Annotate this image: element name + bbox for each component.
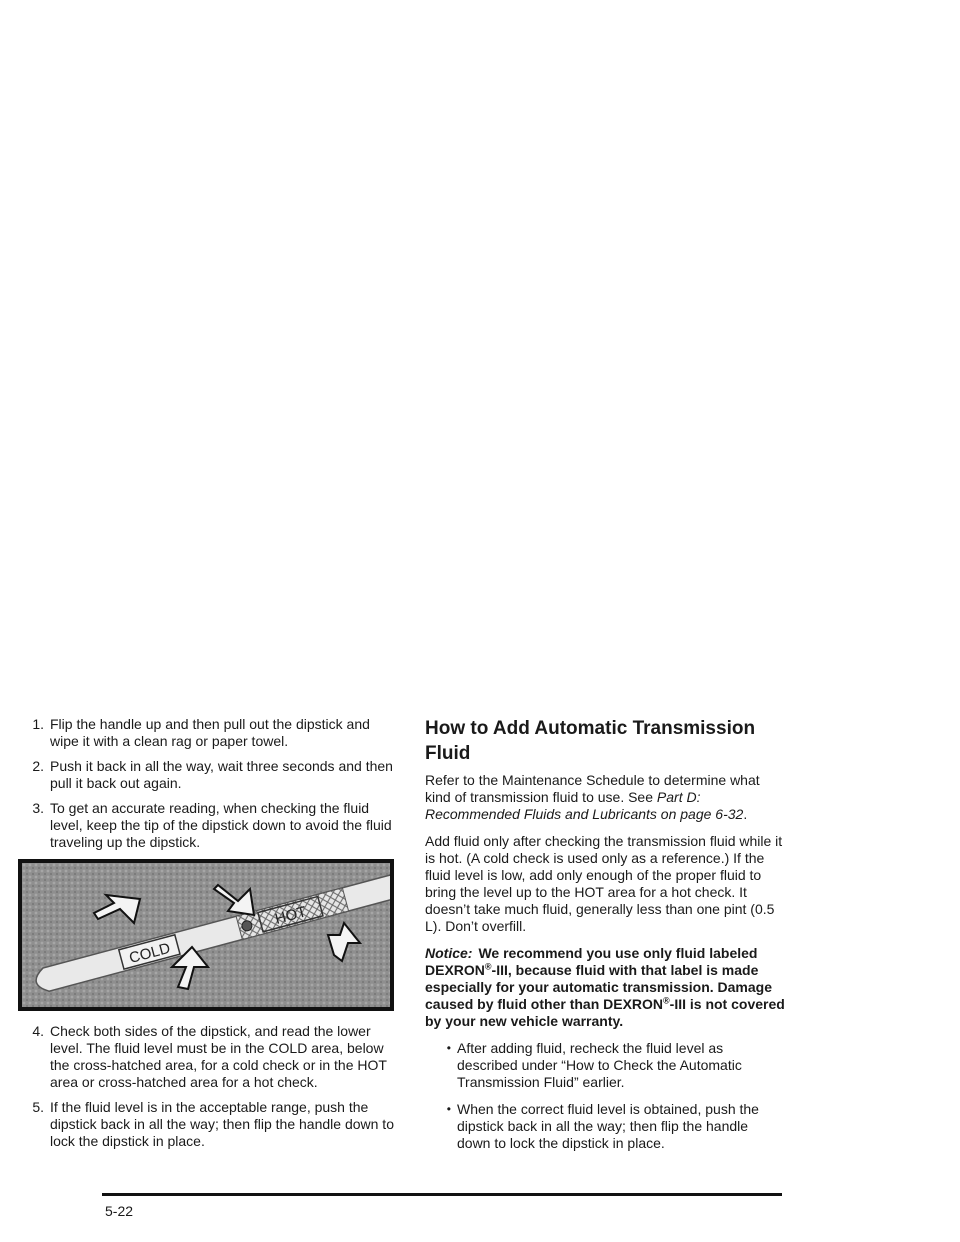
footer-rule (102, 1193, 782, 1196)
step-5 (18, 1099, 400, 1150)
cold-label: COLD (127, 939, 173, 968)
registered-mark: ® (484, 961, 492, 972)
bullet-item (425, 1040, 785, 1091)
step-number: 3. (32, 800, 44, 816)
bullet-text: When the correct fluid level is obtained, push the dipstick back in all the way; then flip the handle down to lock the dipstick in place. (457, 1101, 759, 1151)
left-column (18, 716, 400, 1158)
section-heading: How to Add Automatic Transmission Fluid (425, 718, 756, 764)
step-4 (18, 1023, 400, 1091)
dipstick-illustration (22, 863, 390, 1007)
paragraph-text: Refer to the Maintenance Schedule to determine what kind of transmission fluid to use. See (425, 772, 760, 805)
notice-text-3: -III is not covered by your new vehicle warranty. (425, 996, 785, 1029)
paragraph-add-fluid: Add fluid only after checking the transmission fluid while it is hot. (A cold check is used only as a reference.) If the fluid level is low, add only enough of the proper fluid to bring the level up to the HOT area for a hot check. It doesn’t take much fluid, generally less than one pint (0.5 L). Don’t overfill. (425, 833, 783, 934)
step-text: Push it back in all the way, wait three seconds and then pull it back out again. (50, 758, 393, 791)
page-number: 5-22 (105, 1203, 134, 1219)
paragraph-end: . (743, 806, 748, 822)
right-column (425, 716, 785, 1162)
step-2 (18, 758, 400, 792)
hot-label: HOT (273, 903, 309, 928)
bullet-item (425, 1101, 785, 1152)
bullet-text: After adding fluid, recheck the fluid level as described under “How to Check the Automatic Transmission Fluid” earlier. (457, 1040, 742, 1090)
step-number: 1. (32, 716, 44, 732)
notice-text-1: We recommend you use only fluid labeled DEXRON (425, 945, 758, 978)
paragraph-refer (425, 772, 785, 823)
step-text: If the fluid level is in the acceptable range, push the dipstick back in all the way; then flip the handle down to lock the dipstick in place. (50, 1099, 394, 1149)
notice-text-2: -III, because fluid with that label is made especially for your automatic transmission. Damage caused by fluid other than DEXRON (425, 962, 773, 1012)
step-3 (18, 800, 400, 851)
step-1 (18, 716, 400, 750)
bullet-icon: • (446, 1102, 451, 1116)
registered-mark: ® (663, 995, 670, 1006)
bullet-icon: • (446, 1041, 451, 1055)
notice-label: Notice: (425, 945, 473, 961)
notice-block (425, 945, 785, 1030)
step-text: Flip the handle up and then pull out the dipstick and wipe it with a clean rag or paper towel. (50, 716, 370, 749)
step-text: Check both sides of the dipstick, and read the lower level. The fluid level must be in the COLD area, below the cross-hatched area, for a cold check or in the HOT area or cross-hatched area for a hot check. (50, 1023, 387, 1090)
step-number: 4. (32, 1023, 44, 1039)
step-number: 2. (32, 758, 44, 774)
step-number: 5. (32, 1099, 44, 1115)
step-text: To get an accurate reading, when checking the fluid level, keep the tip of the dipstick down to avoid the fluid traveling up the dipstick. (50, 800, 392, 850)
cross-reference: Part D: Recommended Fluids and Lubricants on page 6-32 (425, 789, 744, 822)
dipstick-figure (18, 859, 394, 1011)
